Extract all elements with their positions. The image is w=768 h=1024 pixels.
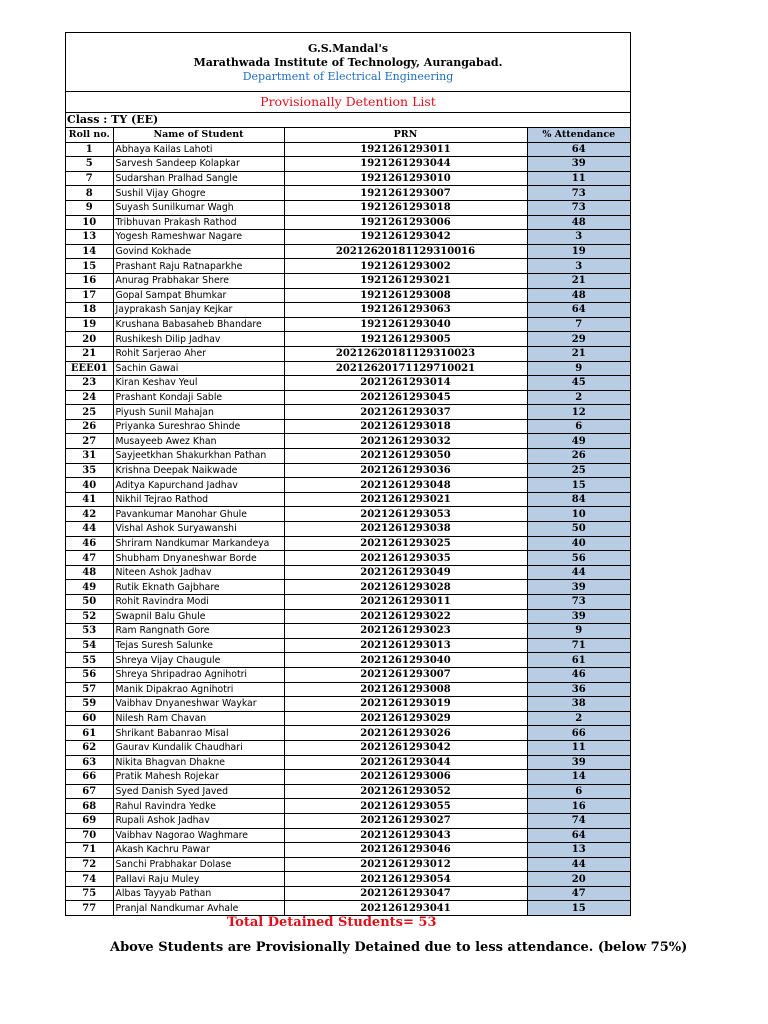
student-name-cell: Rushikesh Dilip Jadhav [113,332,284,347]
prn-cell: 2021261293026 [284,726,527,741]
table-row [66,361,630,376]
attendance-cell: 3 [527,230,630,245]
roll-number-cell: 19 [66,317,113,332]
prn-cell: 1921261293044 [284,157,527,172]
prn-cell: 2021261293013 [284,638,527,653]
roll-number-cell: 59 [66,697,113,712]
roll-number-cell: 53 [66,624,113,639]
roll-number-cell: 17 [66,288,113,303]
table-row [66,857,630,872]
attendance-cell: 13 [527,843,630,858]
roll-number-cell: 10 [66,215,113,230]
attendance-cell: 20 [527,872,630,887]
roll-number-cell: 16 [66,273,113,288]
roll-number-cell: 35 [66,463,113,478]
roll-number-cell: 62 [66,740,113,755]
student-name-cell: Suyash Sunilkumar Wagh [113,200,284,215]
prn-cell: 2021261293008 [284,682,527,697]
prn-cell: 2021261293050 [284,449,527,464]
student-name-cell: Niteen Ashok Jadhav [113,565,284,580]
table-row [66,522,630,537]
col-header-name: Name of Student [113,128,284,143]
student-name-cell: Sarvesh Sandeep Kolapkar [113,157,284,172]
attendance-cell: 71 [527,638,630,653]
attendance-cell: 21 [527,273,630,288]
prn-cell: 2021261293055 [284,799,527,814]
attendance-cell: 36 [527,682,630,697]
prn-cell: 2021261293036 [284,463,527,478]
prn-cell: 2021261293014 [284,376,527,391]
org-name: G.S.Mandal's [307,42,389,55]
student-name-cell: Aditya Kapurchand Jadhav [113,478,284,493]
student-name-cell: Sayjeetkhan Shakurkhan Pathan [113,449,284,464]
roll-number-cell: 61 [66,726,113,741]
roll-number-cell: 66 [66,770,113,785]
student-name-cell: Pavankumar Manohar Ghule [113,507,284,522]
student-name-cell: Vaibhav Nagorao Waghmare [113,828,284,843]
table-row [66,770,630,785]
attendance-cell: 73 [527,186,630,201]
roll-number-cell: 69 [66,813,113,828]
table-row [66,317,630,332]
prn-cell: 2021261293038 [284,522,527,537]
prn-cell: 2021261293006 [284,770,527,785]
table-row [66,200,630,215]
roll-number-cell: 21 [66,346,113,361]
table-row [66,507,630,522]
prn-cell: 1921261293063 [284,303,527,318]
student-name-cell: Akash Kachru Pawar [113,843,284,858]
student-name-cell: Shriram Nandkumar Markandeya [113,536,284,551]
roll-number-cell: 54 [66,638,113,653]
roll-number-cell: 42 [66,507,113,522]
attendance-cell: 29 [527,332,630,347]
col-header-prn: PRN [284,128,527,143]
student-name-cell: Gopal Sampat Bhumkar [113,288,284,303]
roll-number-cell: 25 [66,405,113,420]
table-row [66,740,630,755]
roll-number-cell: 31 [66,449,113,464]
roll-number-cell: 14 [66,244,113,259]
prn-cell: 2021261293021 [284,492,527,507]
roll-number-cell: 75 [66,886,113,901]
roll-number-cell: 8 [66,186,113,201]
detention-list-sheet [65,32,631,916]
attendance-cell: 9 [527,624,630,639]
student-name-cell: Shubham Dnyaneshwar Borde [113,551,284,566]
attendance-cell: 48 [527,215,630,230]
roll-number-cell: 23 [66,376,113,391]
roll-number-cell: 18 [66,303,113,318]
prn-cell: 2021261293045 [284,390,527,405]
attendance-cell: 39 [527,609,630,624]
student-name-cell: Govind Kokhade [113,244,284,259]
prn-cell: 2021261293019 [284,697,527,712]
table-row [66,215,630,230]
table-row [66,828,630,843]
attendance-cell: 40 [527,536,630,551]
prn-cell: 2021261293011 [284,595,527,610]
prn-cell: 2021261293048 [284,478,527,493]
table-row [66,624,630,639]
prn-cell: 2021261293037 [284,405,527,420]
prn-cell: 2021261293029 [284,711,527,726]
student-name-cell: Jayprakash Sanjay Kejkar [113,303,284,318]
prn-cell: 2021261293044 [284,755,527,770]
roll-number-cell: 71 [66,843,113,858]
prn-cell: 1921261293006 [284,215,527,230]
detention-table [66,127,630,915]
prn-cell: 1921261293021 [284,273,527,288]
table-row [66,244,630,259]
prn-cell: 2021261293041 [284,901,527,915]
roll-number-cell: 46 [66,536,113,551]
roll-number-cell: 50 [66,595,113,610]
prn-cell: 1921261293040 [284,317,527,332]
attendance-cell: 21 [527,346,630,361]
attendance-cell: 6 [527,419,630,434]
student-name-cell: Nikhil Tejrao Rathod [113,492,284,507]
total-detained: Total Detained Students= 53 [227,915,437,930]
roll-number-cell: 74 [66,872,113,887]
roll-number-cell: 40 [66,478,113,493]
attendance-cell: 15 [527,478,630,493]
table-row [66,259,630,274]
table-row [66,595,630,610]
prn-cell: 2021261293028 [284,580,527,595]
student-name-cell: Albas Tayyab Pathan [113,886,284,901]
student-name-cell: Nilesh Ram Chavan [113,711,284,726]
prn-cell: 2021261293023 [284,624,527,639]
table-row [66,142,630,157]
student-name-cell: Sudarshan Pralhad Sangle [113,171,284,186]
roll-number-cell: 27 [66,434,113,449]
roll-number-cell: 41 [66,492,113,507]
table-row [66,609,630,624]
student-name-cell: Krushana Babasaheb Bhandare [113,317,284,332]
student-name-cell: Shreya Shripadrao Agnihotri [113,667,284,682]
attendance-cell: 73 [527,200,630,215]
roll-number-cell: 44 [66,522,113,537]
roll-number-cell: EEE01 [66,361,113,376]
table-row [66,405,630,420]
attendance-cell: 56 [527,551,630,566]
prn-cell: 20212620171129710021 [284,361,527,376]
student-name-cell: Krishna Deepak Naikwade [113,463,284,478]
prn-cell: 1921261293011 [284,142,527,157]
attendance-cell: 26 [527,449,630,464]
table-row [66,157,630,172]
table-row [66,478,630,493]
table-row [66,580,630,595]
student-name-cell: Prashant Raju Ratnaparkhe [113,259,284,274]
prn-cell: 1921261293042 [284,230,527,245]
student-name-cell: Manik Dipakrao Agnihotri [113,682,284,697]
attendance-cell: 46 [527,667,630,682]
roll-number-cell: 48 [66,565,113,580]
table-row [66,551,630,566]
table-row [66,346,630,361]
attendance-cell: 6 [527,784,630,799]
attendance-cell: 48 [527,288,630,303]
student-name-cell: Pranjal Nandkumar Avhale [113,901,284,915]
detention-note: Above Students are Provisionally Detained due to less attendance. (below 75%) [110,940,688,955]
student-name-cell: Vaibhav Dnyaneshwar Waykar [113,697,284,712]
student-name-cell: Syed Danish Syed Javed [113,784,284,799]
table-row [66,463,630,478]
student-name-cell: Vishal Ashok Suryawanshi [113,522,284,537]
attendance-cell: 19 [527,244,630,259]
student-name-cell: Shreya Vijay Chaugule [113,653,284,668]
roll-number-cell: 52 [66,609,113,624]
roll-number-cell: 24 [66,390,113,405]
table-row [66,171,630,186]
student-name-cell: Sachin Gawai [113,361,284,376]
table-row [66,755,630,770]
table-row [66,726,630,741]
student-name-cell: Rohit Sarjerao Aher [113,346,284,361]
roll-number-cell: 67 [66,784,113,799]
prn-cell: 20212620181129310023 [284,346,527,361]
prn-cell: 2021261293022 [284,609,527,624]
student-name-cell: Kiran Keshav Yeul [113,376,284,391]
attendance-cell: 61 [527,653,630,668]
prn-cell: 2021261293035 [284,551,527,566]
prn-cell: 1921261293010 [284,171,527,186]
table-row [66,667,630,682]
prn-cell: 2021261293007 [284,667,527,682]
table-row [66,186,630,201]
attendance-cell: 44 [527,857,630,872]
table-row [66,419,630,434]
prn-cell: 2021261293025 [284,536,527,551]
table-row [66,638,630,653]
prn-cell: 2021261293027 [284,813,527,828]
student-name-cell: Sanchi Prabhakar Dolase [113,857,284,872]
prn-cell: 2021261293032 [284,434,527,449]
list-title: Provisionally Detention List [66,91,630,112]
prn-cell: 1921261293002 [284,259,527,274]
student-name-cell: Tejas Suresh Salunke [113,638,284,653]
table-row [66,682,630,697]
attendance-cell: 15 [527,901,630,915]
attendance-cell: 38 [527,697,630,712]
table-row [66,536,630,551]
table-row [66,784,630,799]
table-row [66,332,630,347]
table-row [66,653,630,668]
table-row [66,376,630,391]
student-name-cell: Gaurav Kundalik Chaudhari [113,740,284,755]
student-name-cell: Sushil Vijay Ghogre [113,186,284,201]
student-name-cell: Rupali Ashok Jadhav [113,813,284,828]
prn-cell: 1921261293008 [284,288,527,303]
table-row [66,697,630,712]
roll-number-cell: 20 [66,332,113,347]
prn-cell: 20212620181129310016 [284,244,527,259]
student-name-cell: Rohit Ravindra Modi [113,595,284,610]
prn-cell: 2021261293052 [284,784,527,799]
table-row [66,273,630,288]
table-row [66,813,630,828]
attendance-cell: 45 [527,376,630,391]
prn-cell: 2021261293054 [284,872,527,887]
student-name-cell: Shrikant Babanrao Misal [113,726,284,741]
roll-number-cell: 55 [66,653,113,668]
student-name-cell: Nikita Bhagvan Dhakne [113,755,284,770]
attendance-cell: 39 [527,157,630,172]
table-header-row [66,128,630,143]
roll-number-cell: 56 [66,667,113,682]
attendance-cell: 2 [527,390,630,405]
attendance-cell: 12 [527,405,630,420]
student-name-cell: Musayeeb Awez Khan [113,434,284,449]
roll-number-cell: 57 [66,682,113,697]
roll-number-cell: 70 [66,828,113,843]
roll-number-cell: 49 [66,580,113,595]
prn-cell: 1921261293018 [284,200,527,215]
roll-number-cell: 15 [66,259,113,274]
table-row [66,288,630,303]
attendance-cell: 50 [527,522,630,537]
table-row [66,799,630,814]
student-name-cell: Piyush Sunil Mahajan [113,405,284,420]
attendance-cell: 16 [527,799,630,814]
table-row [66,303,630,318]
attendance-cell: 44 [527,565,630,580]
roll-number-cell: 1 [66,142,113,157]
institute-name: Marathwada Institute of Technology, Aurangabad. [193,56,503,69]
attendance-cell: 14 [527,770,630,785]
prn-cell: 2021261293053 [284,507,527,522]
roll-number-cell: 60 [66,711,113,726]
attendance-cell: 74 [527,813,630,828]
roll-number-cell: 26 [66,419,113,434]
attendance-cell: 39 [527,580,630,595]
attendance-cell: 3 [527,259,630,274]
roll-number-cell: 47 [66,551,113,566]
student-name-cell: Ram Rangnath Gore [113,624,284,639]
table-row [66,843,630,858]
table-row [66,449,630,464]
table-row [66,886,630,901]
student-name-cell: Pallavi Raju Muley [113,872,284,887]
prn-cell: 2021261293043 [284,828,527,843]
attendance-cell: 11 [527,740,630,755]
prn-cell: 2021261293012 [284,857,527,872]
attendance-cell: 84 [527,492,630,507]
prn-cell: 1921261293005 [284,332,527,347]
attendance-cell: 64 [527,303,630,318]
student-name-cell: Prashant Kondaji Sable [113,390,284,405]
table-row [66,872,630,887]
roll-number-cell: 63 [66,755,113,770]
attendance-cell: 39 [527,755,630,770]
prn-cell: 2021261293040 [284,653,527,668]
attendance-cell: 2 [527,711,630,726]
class-label: Class : TY (EE) [66,112,630,127]
table-row [66,230,630,245]
col-header-attendance: % Attendance [527,128,630,143]
roll-number-cell: 5 [66,157,113,172]
roll-number-cell: 68 [66,799,113,814]
student-name-cell: Rutik Eknath Gajbhare [113,580,284,595]
attendance-cell: 66 [527,726,630,741]
attendance-cell: 73 [527,595,630,610]
prn-cell: 2021261293018 [284,419,527,434]
prn-cell: 2021261293042 [284,740,527,755]
attendance-cell: 49 [527,434,630,449]
prn-cell: 2021261293047 [284,886,527,901]
student-name-cell: Tribhuvan Prakash Rathod [113,215,284,230]
attendance-cell: 10 [527,507,630,522]
attendance-cell: 25 [527,463,630,478]
attendance-cell: 7 [527,317,630,332]
table-row [66,711,630,726]
roll-number-cell: 7 [66,171,113,186]
roll-number-cell: 72 [66,857,113,872]
department-name: Department of Electrical Engineering [242,70,454,83]
attendance-cell: 47 [527,886,630,901]
table-row [66,434,630,449]
student-name-cell: Priyanka Sureshrao Shinde [113,419,284,434]
attendance-cell: 9 [527,361,630,376]
prn-cell: 2021261293049 [284,565,527,580]
student-name-cell: Anurag Prabhakar Shere [113,273,284,288]
table-row [66,565,630,580]
roll-number-cell: 9 [66,200,113,215]
table-row [66,492,630,507]
col-header-roll: Roll no. [66,128,113,143]
student-name-cell: Swapnil Balu Ghule [113,609,284,624]
prn-cell: 1921261293007 [284,186,527,201]
student-name-cell: Yogesh Rameshwar Nagare [113,230,284,245]
student-name-cell: Rahul Ravindra Yedke [113,799,284,814]
prn-cell: 2021261293046 [284,843,527,858]
attendance-cell: 64 [527,142,630,157]
roll-number-cell: 77 [66,901,113,915]
student-name-cell: Abhaya Kailas Lahoti [113,142,284,157]
roll-number-cell: 13 [66,230,113,245]
table-row [66,901,630,915]
table-row [66,390,630,405]
attendance-cell: 11 [527,171,630,186]
attendance-cell: 64 [527,828,630,843]
student-name-cell: Pratik Mahesh Rojekar [113,770,284,785]
